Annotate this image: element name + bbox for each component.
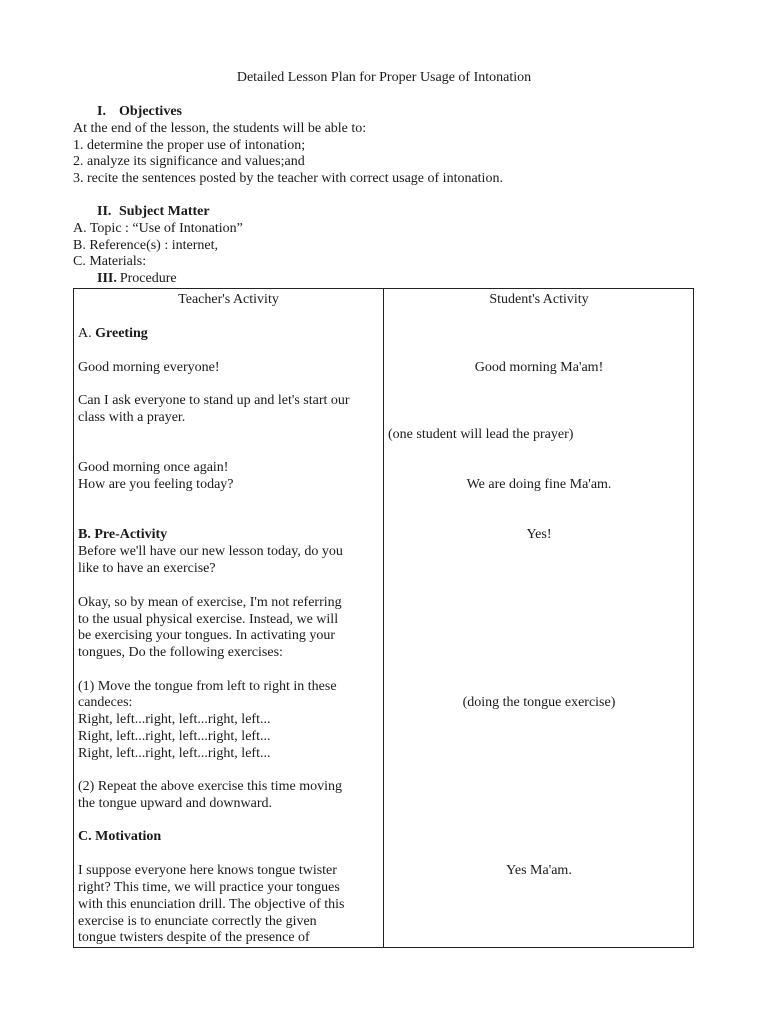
teacher-pre-line-1: Before we'll have our new lesson today, do you [78,544,343,559]
objective-item-3: 3. recite the sentences posted by the teacher with correct usage of intonation. [73,171,503,186]
objectives-numeral: I. [97,104,106,119]
teacher-right-left-2: Right, left...right, left...right, left... [78,729,271,744]
student-activity-header: Student's Activity [489,292,589,307]
teacher-stand-line-1: Can I ask everyone to stand up and let's start our [78,393,350,408]
teacher-activity-header: Teacher's Activity [178,292,279,307]
teacher-pre-line-2: like to have an exercise? [78,561,216,576]
teacher-repeat-line-1: (2) Repeat the above exercise this time moving [78,779,342,794]
teacher-again-line-1: Good morning once again! [78,460,229,475]
student-tongue-exercise: (doing the tongue exercise) [462,695,616,710]
teacher-again-line-2: How are you feeling today? [78,477,234,492]
topic-line: A. Topic : “Use of Intonation” [73,221,243,236]
student-yes: Yes! [526,527,552,542]
materials-line: C. Materials: [73,254,147,269]
objectives-title: Objectives [119,104,182,119]
subject-matter-title: Subject Matter [119,204,210,219]
greeting-heading [78,325,148,342]
column-divider [383,289,384,947]
teacher-move-line-2: candeces: [78,695,133,710]
motivation-heading: C. Motivation [78,829,162,844]
subject-matter-numeral: II. [97,204,112,219]
student-prayer: (one student will lead the prayer) [388,427,574,442]
procedure-title: Procedure [119,271,177,286]
objectives-heading [97,103,182,120]
procedure-numeral: III. [97,271,117,286]
student-yes-maam: Yes Ma'am. [506,863,572,878]
subject-matter-heading [97,203,210,220]
procedure-heading [97,270,177,287]
teacher-okay-line-4: tongues, Do the following exercises: [78,645,283,660]
teacher-suppose-line-5: tongue twisters despite of the presence of [78,930,310,945]
teacher-suppose-line-4: exercise is to enunciate correctly the given [78,914,317,929]
greeting-prefix: A. [78,326,92,341]
teacher-right-left-3: Right, left...right, left...right, left... [78,746,271,761]
objective-item-2: 2. analyze its significance and values;and [73,154,305,169]
teacher-okay-line-1: Okay, so by mean of exercise, I'm not referring [78,595,342,610]
student-good-morning: Good morning Ma'am! [474,360,604,375]
teacher-suppose-line-1: I suppose everyone here knows tongue twister [78,863,337,878]
teacher-okay-line-3: be exercising your tongues. In activating your [78,628,335,643]
teacher-stand-line-2: class with a prayer. [78,410,186,425]
teacher-suppose-line-3: with this enunciation drill. The objective of this [78,897,345,912]
teacher-suppose-line-2: right? This time, we will practice your tongues [78,880,340,895]
teacher-right-left-1: Right, left...right, left...right, left... [78,712,271,727]
objectives-intro: At the end of the lesson, the students will be able to: [73,121,367,136]
teacher-move-line-1: (1) Move the tongue from left to right in these [78,679,337,694]
teacher-good-morning: Good morning everyone! [78,360,220,375]
teacher-okay-line-2: to the usual physical exercise. Instead, we will [78,612,339,627]
greeting-title: Greeting [95,326,148,341]
reference-line: B. Reference(s) : internet, [73,238,218,253]
teacher-repeat-line-2: the tongue upward and downward. [78,796,273,811]
student-fine: We are doing fine Ma'am. [466,477,612,492]
lesson-activity-table [73,288,694,948]
objective-item-1: 1. determine the proper use of intonation; [73,138,306,153]
document-title: Detailed Lesson Plan for Proper Usage of Intonation [236,70,532,85]
pre-activity-heading: B. Pre-Activity [78,527,168,542]
